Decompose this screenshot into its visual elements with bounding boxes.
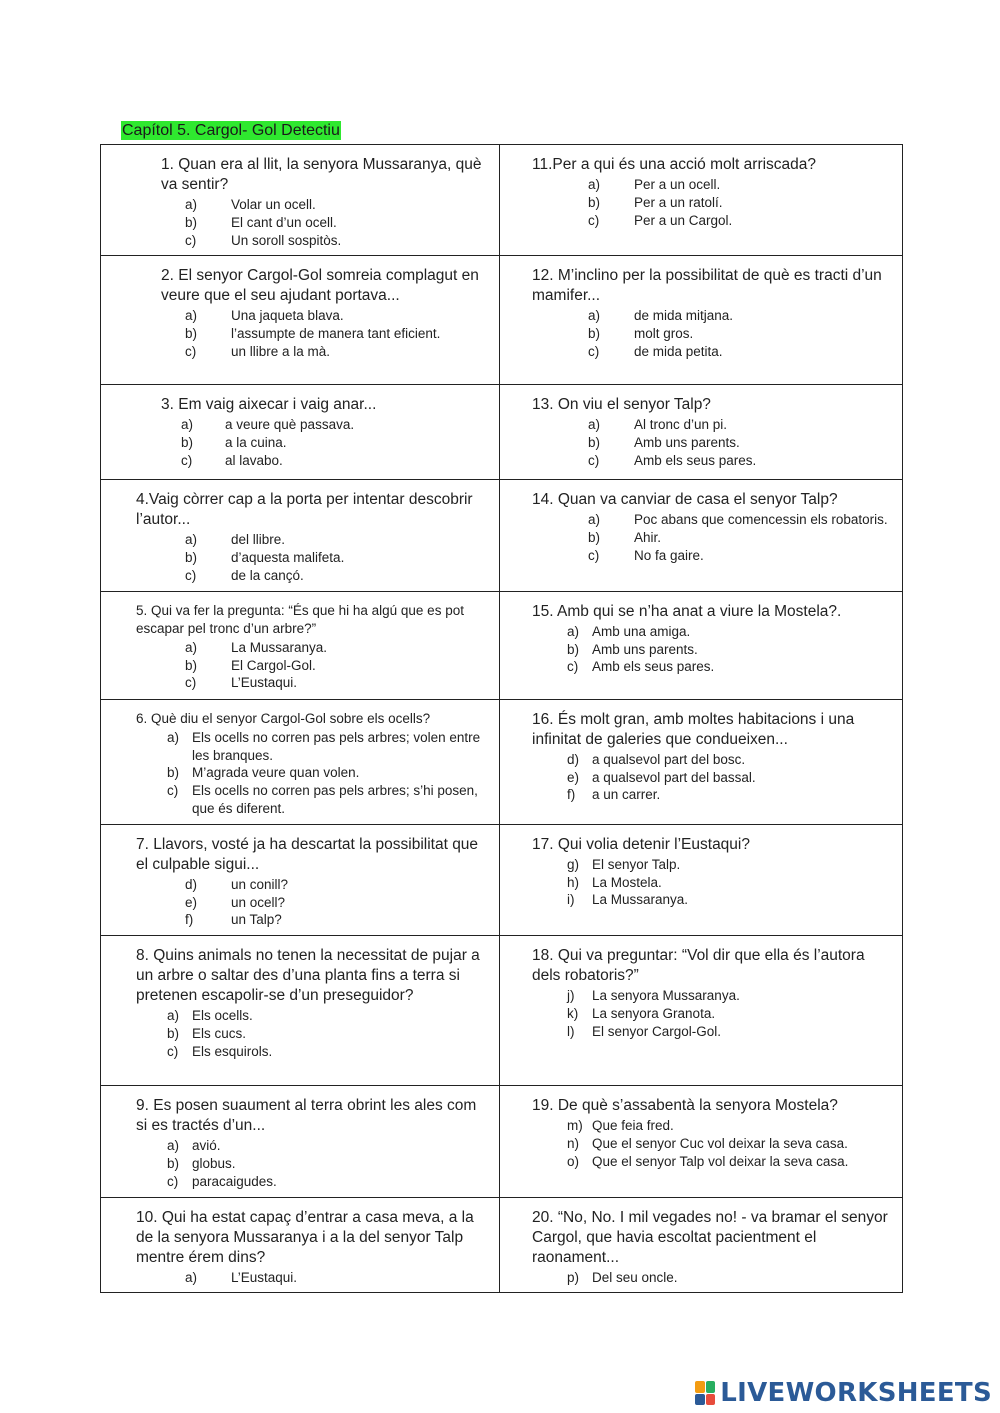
option-text: Els ocells.: [192, 1008, 253, 1024]
answer-option[interactable]: [588, 511, 892, 529]
option-letter: b): [181, 435, 194, 451]
answer-option[interactable]: [567, 856, 892, 874]
question-cell-14: [500, 824, 903, 935]
answer-option[interactable]: [167, 782, 489, 818]
answer-option[interactable]: [588, 176, 892, 194]
answer-option[interactable]: [588, 416, 892, 434]
answer-option[interactable]: [567, 641, 892, 659]
answer-option[interactable]: [185, 343, 489, 361]
question-cell-8: [500, 480, 903, 591]
question-cell-4: [500, 256, 903, 385]
question-text: 15. Amb qui se n’ha anat a viure la Mostela?.: [532, 602, 842, 620]
answer-option[interactable]: [588, 307, 892, 325]
option-letter: a): [167, 1138, 180, 1154]
answer-option[interactable]: [185, 196, 489, 214]
question-row: [101, 1197, 903, 1293]
option-letter: c): [588, 212, 600, 228]
options-list: [185, 876, 489, 929]
question-text: 7. Llavors, vosté ja ha descartat la possibilitat que el culpable sigui...: [136, 835, 479, 873]
options-list: [567, 987, 892, 1040]
option-letter: a): [588, 308, 601, 324]
option-letter: g): [567, 856, 580, 872]
option-text: El cant d’un ocell.: [231, 214, 337, 230]
option-text: de la cançó.: [231, 567, 304, 583]
answer-option[interactable]: [567, 1117, 892, 1135]
option-letter: a): [185, 1269, 198, 1285]
question-text: 9. Es posen suaument al terra obrint les ales com si es tractés d’un...: [136, 1097, 477, 1135]
option-text: El Cargol-Gol.: [231, 657, 316, 673]
option-text: Els cucs.: [192, 1025, 247, 1041]
option-letter: c): [167, 1173, 179, 1189]
answer-option[interactable]: [185, 911, 489, 929]
options-list: [185, 531, 489, 584]
option-letter: h): [567, 874, 580, 890]
option-text: Els esquirols.: [192, 1043, 273, 1059]
answer-option[interactable]: [185, 549, 489, 567]
option-text: un conill?: [231, 876, 289, 892]
answer-option[interactable]: [185, 674, 489, 692]
answer-option[interactable]: [167, 1007, 489, 1025]
option-text: Poc abans que comencessin els robatoris.: [634, 512, 888, 528]
option-text: molt gros.: [634, 326, 694, 342]
answer-option[interactable]: [167, 1025, 489, 1043]
option-text: La senyora Mussaranya.: [592, 988, 740, 1004]
option-letter: a): [567, 623, 580, 639]
options-list: [167, 1007, 489, 1060]
option-text: La Mussaranya.: [592, 892, 689, 908]
option-text: M’agrada veure quan volen.: [192, 765, 360, 781]
option-text: al lavabo.: [225, 452, 283, 468]
options-list: [588, 511, 892, 564]
option-letter: c): [167, 783, 179, 799]
option-letter: e): [185, 894, 198, 910]
answer-option[interactable]: [567, 1153, 892, 1171]
option-letter: c): [185, 232, 197, 248]
option-letter: a): [185, 308, 198, 324]
question-cell-5: [101, 385, 500, 480]
options-list: [167, 729, 489, 818]
answer-option[interactable]: [567, 987, 892, 1005]
option-letter: c): [588, 343, 600, 359]
option-letter: a): [167, 1008, 180, 1024]
option-letter: b): [185, 214, 198, 230]
option-text: Del seu oncle.: [592, 1269, 678, 1285]
options-list: [567, 1117, 892, 1170]
answer-option[interactable]: [185, 325, 489, 343]
question-cell-7: [101, 480, 500, 591]
option-letter: a): [185, 197, 198, 212]
answer-option[interactable]: [185, 876, 489, 894]
answer-option[interactable]: [185, 1269, 489, 1287]
option-text: La senyora Granota.: [592, 1005, 716, 1021]
option-text: Que el senyor Talp vol deixar la seva casa.: [592, 1153, 849, 1169]
answer-option[interactable]: [588, 452, 892, 470]
question-text: 11.Per a qui és una acció molt arriscada?: [532, 156, 817, 173]
option-text: l’assumpte de manera tant eficient.: [231, 326, 441, 342]
liveworksheets-logo-icon: [695, 1381, 715, 1405]
answer-option[interactable]: [588, 434, 892, 452]
answer-option[interactable]: [181, 416, 489, 434]
option-text: Els ocells no corren pas pels arbres; s’hi posen, que és diferent.: [192, 783, 478, 816]
option-text: a un carrer.: [592, 787, 661, 803]
quiz-table: [100, 144, 903, 1293]
question-cell-11: [101, 699, 500, 824]
question-text: 20. “No, No. I mil vegades no! - va bramar el senyor Cargol, que havia escoltat pacientment el raonament...: [532, 1208, 888, 1266]
option-text: L’Eustaqui.: [231, 675, 298, 691]
question-cell-3: [101, 256, 500, 385]
option-text: a veure què passava.: [225, 417, 355, 433]
question-row: [101, 699, 903, 824]
answer-option[interactable]: [567, 1005, 892, 1023]
options-list: [567, 751, 892, 804]
question-text: 16. És molt gran, amb moltes habitacions i una infinitat de galeries que condueixen...: [532, 710, 855, 748]
option-text: un Talp?: [231, 912, 282, 928]
option-letter: a): [167, 729, 180, 745]
question-cell-6: [500, 385, 903, 480]
option-text: Amb una amiga.: [592, 623, 691, 639]
option-text: a qualsevol part del bosc.: [592, 751, 746, 767]
option-text: Amb uns parents.: [634, 435, 740, 451]
option-letter: c): [185, 343, 197, 359]
question-text: 5. Qui va fer la pregunta: “És que hi ha algú que es pot escapar pel tronc d’un arbre?”: [136, 602, 464, 636]
option-letter: b): [167, 1025, 180, 1041]
question-row: [101, 936, 903, 1086]
option-text: del llibre.: [231, 532, 286, 548]
answer-option[interactable]: [185, 657, 489, 675]
option-letter: a): [181, 417, 194, 433]
question-text: 10. Qui ha estat capaç d’entrar a casa meva, a la de la senyora Mussaranya i a la del senyor Talp mentre érem dins?: [136, 1208, 474, 1266]
options-list: [167, 1137, 489, 1190]
option-letter: f): [567, 787, 576, 803]
option-text: L’Eustaqui.: [231, 1269, 298, 1285]
option-text: un llibre a la mà.: [231, 343, 331, 359]
answer-option[interactable]: [588, 212, 892, 230]
options-list: [567, 856, 892, 909]
option-text: Que el senyor Cuc vol deixar la seva casa.: [592, 1135, 848, 1151]
answer-option[interactable]: [167, 1043, 489, 1061]
answer-option[interactable]: [185, 531, 489, 549]
option-text: El senyor Talp.: [592, 856, 681, 872]
question-row: [101, 385, 903, 480]
question-text: 19. De què s’assabentà la senyora Mostela?: [532, 1097, 838, 1115]
answer-option[interactable]: [167, 1173, 489, 1191]
options-list: [588, 307, 892, 360]
option-letter: b): [588, 194, 601, 210]
question-row: [101, 591, 903, 699]
question-cell-20: [500, 1197, 903, 1293]
option-letter: e): [567, 769, 580, 785]
question-cell-18: [500, 1086, 903, 1197]
brand-name: LIVEWORKSHEETS: [720, 1378, 992, 1408]
option-letter: o): [567, 1153, 580, 1169]
answer-option[interactable]: [567, 769, 892, 787]
option-text: Amb els seus pares.: [634, 452, 757, 468]
answer-option[interactable]: [185, 214, 489, 232]
question-cell-19: [101, 1197, 500, 1293]
answer-option[interactable]: [588, 325, 892, 343]
option-letter: b): [185, 326, 198, 342]
option-letter: a): [185, 639, 198, 655]
option-text: Per a un ocell.: [634, 177, 721, 192]
question-row: [101, 145, 903, 256]
option-letter: d): [185, 876, 198, 892]
answer-option[interactable]: [567, 658, 892, 676]
option-letter: b): [588, 326, 601, 342]
option-text: Una jaqueta blava.: [231, 308, 344, 324]
option-letter: b): [185, 550, 198, 566]
option-text: un ocell?: [231, 894, 286, 910]
question-row: [101, 1086, 903, 1197]
answer-option[interactable]: [167, 729, 489, 765]
options-list: [588, 416, 892, 469]
answer-option[interactable]: [567, 786, 892, 804]
answer-option[interactable]: [567, 623, 892, 641]
question-cell-17: [101, 1086, 500, 1197]
answer-option[interactable]: [588, 343, 892, 361]
answer-option[interactable]: [588, 547, 892, 565]
option-letter: c): [181, 452, 193, 468]
option-letter: a): [588, 417, 601, 433]
answer-option[interactable]: [185, 232, 489, 250]
question-text: 6. Què diu el senyor Cargol-Gol sobre els ocells?: [136, 710, 431, 726]
brand-logo: [695, 1378, 992, 1408]
option-letter: l): [567, 1023, 575, 1039]
option-letter: b): [567, 641, 580, 657]
question-row: [101, 824, 903, 935]
option-letter: c): [567, 659, 579, 675]
options-list: [185, 307, 489, 360]
question-text: 4.Vaig còrrer cap a la porta per intentar descobrir l’autor...: [136, 491, 473, 529]
answer-option[interactable]: [181, 452, 489, 470]
question-cell-9: [101, 591, 500, 699]
question-cell-1: [101, 145, 500, 256]
option-letter: f): [185, 912, 194, 928]
option-letter: b): [588, 530, 601, 546]
answer-option[interactable]: [588, 194, 892, 212]
options-list: [181, 416, 489, 469]
question-text: 18. Qui va preguntar: “Vol dir que ella és l’autora dels robatoris?”: [532, 947, 865, 985]
option-letter: c): [185, 567, 197, 583]
option-text: paracaigudes.: [192, 1173, 277, 1189]
option-text: Un soroll sospitòs.: [231, 232, 342, 248]
question-text: 14. Quan va canviar de casa el senyor Talp?: [532, 491, 838, 509]
option-text: a la cuina.: [225, 435, 287, 451]
answer-option[interactable]: [167, 764, 489, 782]
option-text: No fa gaire.: [634, 547, 704, 563]
question-text: 3. Em vaig aixecar i vaig anar...: [161, 396, 377, 414]
answer-option[interactable]: [167, 1155, 489, 1173]
options-list: [185, 639, 489, 692]
option-letter: b): [167, 1155, 180, 1171]
option-letter: p): [567, 1269, 580, 1285]
question-text: 8. Quins animals no tenen la necessitat de pujar a un arbre o saltar des d’una planta fins a terra si pretenen escapolir-se d’un preseguidor?: [136, 947, 480, 1005]
answer-option[interactable]: [567, 1269, 892, 1287]
option-text: La Mostela.: [592, 874, 662, 890]
option-text: El senyor Cargol-Gol.: [592, 1023, 722, 1039]
answer-option[interactable]: [181, 434, 489, 452]
question-cell-13: [101, 824, 500, 935]
option-letter: n): [567, 1135, 580, 1151]
question-cell-16: [500, 936, 903, 1086]
option-text: Per a un Cargol.: [634, 212, 733, 228]
option-text: Volar un ocell.: [231, 197, 316, 212]
answer-option[interactable]: [567, 1023, 892, 1041]
answer-option[interactable]: [567, 1135, 892, 1153]
options-list: [567, 1269, 892, 1287]
option-text: Amb uns parents.: [592, 641, 698, 657]
question-text: 17. Qui volia detenir l’Eustaqui?: [532, 835, 750, 853]
option-letter: a): [185, 532, 198, 548]
option-text: de mida mitjana.: [634, 308, 734, 324]
question-text: 12. M’inclino per la possibilitat de què es tracti d’un mamifer...: [532, 267, 882, 305]
option-letter: k): [567, 1005, 579, 1021]
option-text: Per a un ratolí.: [634, 194, 723, 210]
option-letter: c): [185, 675, 197, 691]
option-letter: m): [567, 1118, 583, 1134]
question-cell-2: [500, 145, 903, 256]
answer-option[interactable]: [588, 529, 892, 547]
option-letter: c): [167, 1043, 179, 1059]
option-letter: b): [185, 657, 198, 673]
option-letter: j): [567, 988, 575, 1004]
option-text: d’aquesta malifeta.: [231, 550, 345, 566]
option-text: globus.: [192, 1155, 236, 1171]
answer-option[interactable]: [185, 894, 489, 912]
option-letter: b): [167, 765, 180, 781]
question-text: 13. On viu el senyor Talp?: [532, 396, 711, 414]
answer-option[interactable]: [567, 891, 892, 909]
option-text: La Mussaranya.: [231, 639, 328, 655]
worksheet-title: Capítol 5. Cargol- Gol Detectiu: [122, 122, 340, 139]
question-text: 1. Quan era al llit, la senyora Mussaranya, què va sentir?: [161, 156, 482, 193]
answer-option[interactable]: [567, 751, 892, 769]
answer-option[interactable]: [185, 567, 489, 585]
option-letter: a): [588, 177, 601, 192]
option-text: avió.: [192, 1138, 221, 1154]
question-text: 2. El senyor Cargol-Gol somreia complagut en veure que el seu ajudant portava...: [161, 267, 479, 305]
question-cell-15: [101, 936, 500, 1086]
question-row: [101, 256, 903, 385]
answer-option[interactable]: [167, 1137, 489, 1155]
option-text: Que feia fred.: [592, 1118, 674, 1134]
option-text: Ahir.: [634, 530, 662, 546]
option-text: a qualsevol part del bassal.: [592, 769, 756, 785]
options-list: [185, 196, 489, 249]
answer-option[interactable]: [185, 639, 489, 657]
question-cell-10: [500, 591, 903, 699]
options-list: [185, 1269, 489, 1287]
option-text: Els ocells no corren pas pels arbres; volen entre les branques.: [192, 729, 481, 763]
answer-option[interactable]: [567, 874, 892, 892]
option-letter: c): [588, 547, 600, 563]
option-letter: d): [567, 751, 580, 767]
answer-option[interactable]: [185, 307, 489, 325]
question-cell-12: [500, 699, 903, 824]
option-letter: b): [588, 435, 601, 451]
option-text: de mida petita.: [634, 343, 723, 359]
option-letter: i): [567, 892, 575, 908]
option-text: Al tronc d’un pi.: [634, 417, 728, 433]
options-list: [588, 176, 892, 229]
option-letter: c): [588, 452, 600, 468]
options-list: [567, 623, 892, 676]
question-row: [101, 480, 903, 591]
option-letter: a): [588, 512, 601, 528]
option-text: Amb els seus pares.: [592, 659, 715, 675]
